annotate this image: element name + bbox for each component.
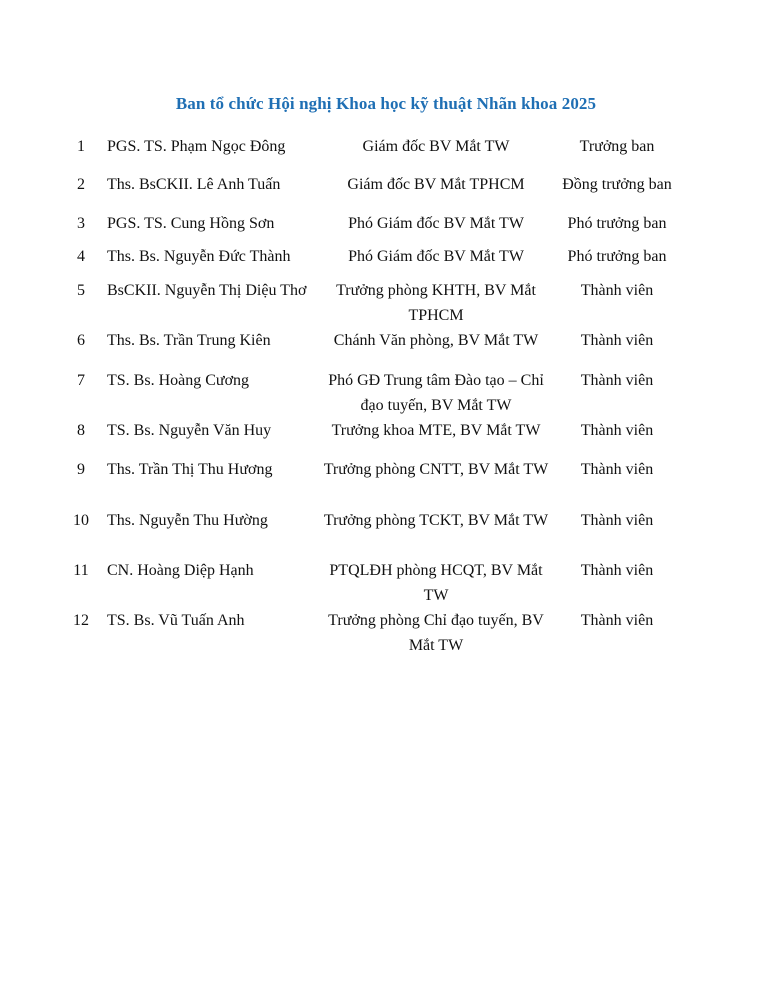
member-name: CN. Hoàng Diệp Hạnh: [107, 562, 254, 579]
member-name: PGS. TS. Cung Hồng Sơn: [107, 215, 275, 232]
member-number: 11: [73, 562, 89, 579]
member-name: TS. Bs. Hoàng Cương: [107, 372, 250, 389]
member-name: Ths. Bs. Nguyễn Đức Thành: [107, 248, 291, 265]
member-position: Trưởng khoa MTE, BV Mắt TW: [331, 422, 541, 439]
member-position: PTQLĐH phòng HCQT, BV Mắt TW: [329, 562, 543, 604]
member-number: 12: [73, 612, 89, 629]
member-position: Trưởng phòng KHTH, BV Mắt TPHCM: [336, 282, 536, 324]
member-position: Trưởng phòng TCKT, BV Mắt TW: [323, 512, 549, 529]
member-role: Thành viên: [580, 512, 654, 529]
member-name: TS. Bs. Vũ Tuấn Anh: [107, 612, 245, 629]
member-position: Phó Giám đốc BV Mắt TW: [348, 248, 524, 265]
member-name: Ths. Nguyễn Thu Hường: [107, 512, 268, 529]
member-role: Thành viên: [580, 372, 654, 389]
member-position: Giám đốc BV Mắt TPHCM: [347, 176, 525, 193]
member-position: Phó GĐ Trung tâm Đào tạo – Chỉ đạo tuyến, BV Mắt TW: [328, 372, 544, 414]
member-name: PGS. TS. Phạm Ngọc Đông: [107, 138, 286, 155]
member-role: Thành viên: [580, 282, 654, 299]
member-role: Thành viên: [580, 332, 654, 349]
member-position: Phó Giám đốc BV Mắt TW: [348, 215, 524, 232]
member-number: 6: [77, 332, 85, 349]
member-role: Đồng trưởng ban: [562, 176, 672, 193]
member-role: Thành viên: [580, 461, 654, 478]
member-role: Thành viên: [580, 612, 654, 629]
member-role: Phó trưởng ban: [567, 215, 667, 232]
member-name: Ths. BsCKII. Lê Anh Tuấn: [107, 176, 281, 193]
member-number: 9: [77, 461, 85, 478]
member-number: 3: [77, 215, 85, 232]
member-position: Giám đốc BV Mắt TW: [362, 138, 510, 155]
member-name: Ths. Bs. Trần Trung Kiên: [107, 332, 271, 349]
member-role: Thành viên: [580, 562, 654, 579]
member-name: Ths. Trần Thị Thu Hương: [107, 461, 273, 478]
member-number: 10: [73, 512, 89, 529]
member-position: Trưởng phòng CNTT, BV Mắt TW: [323, 461, 549, 478]
member-number: 5: [77, 282, 85, 299]
member-role: Phó trưởng ban: [567, 248, 667, 265]
member-number: 1: [77, 138, 85, 155]
member-role: Trưởng ban: [579, 138, 655, 155]
page-title: Ban tổ chức Hội nghị Khoa học kỹ thuật Nhãn khoa 2025: [175, 94, 597, 113]
member-position: Chánh Văn phòng, BV Mắt TW: [333, 332, 539, 349]
member-number: 2: [77, 176, 85, 193]
member-name: BsCKII. Nguyễn Thị Diệu Thơ: [107, 282, 307, 299]
member-role: Thành viên: [580, 422, 654, 439]
member-name: TS. Bs. Nguyễn Văn Huy: [107, 422, 272, 439]
member-number: 8: [77, 422, 85, 439]
member-number: 7: [77, 372, 85, 389]
member-position: Trưởng phòng Chỉ đạo tuyến, BV Mắt TW: [328, 612, 544, 654]
member-number: 4: [77, 248, 85, 265]
